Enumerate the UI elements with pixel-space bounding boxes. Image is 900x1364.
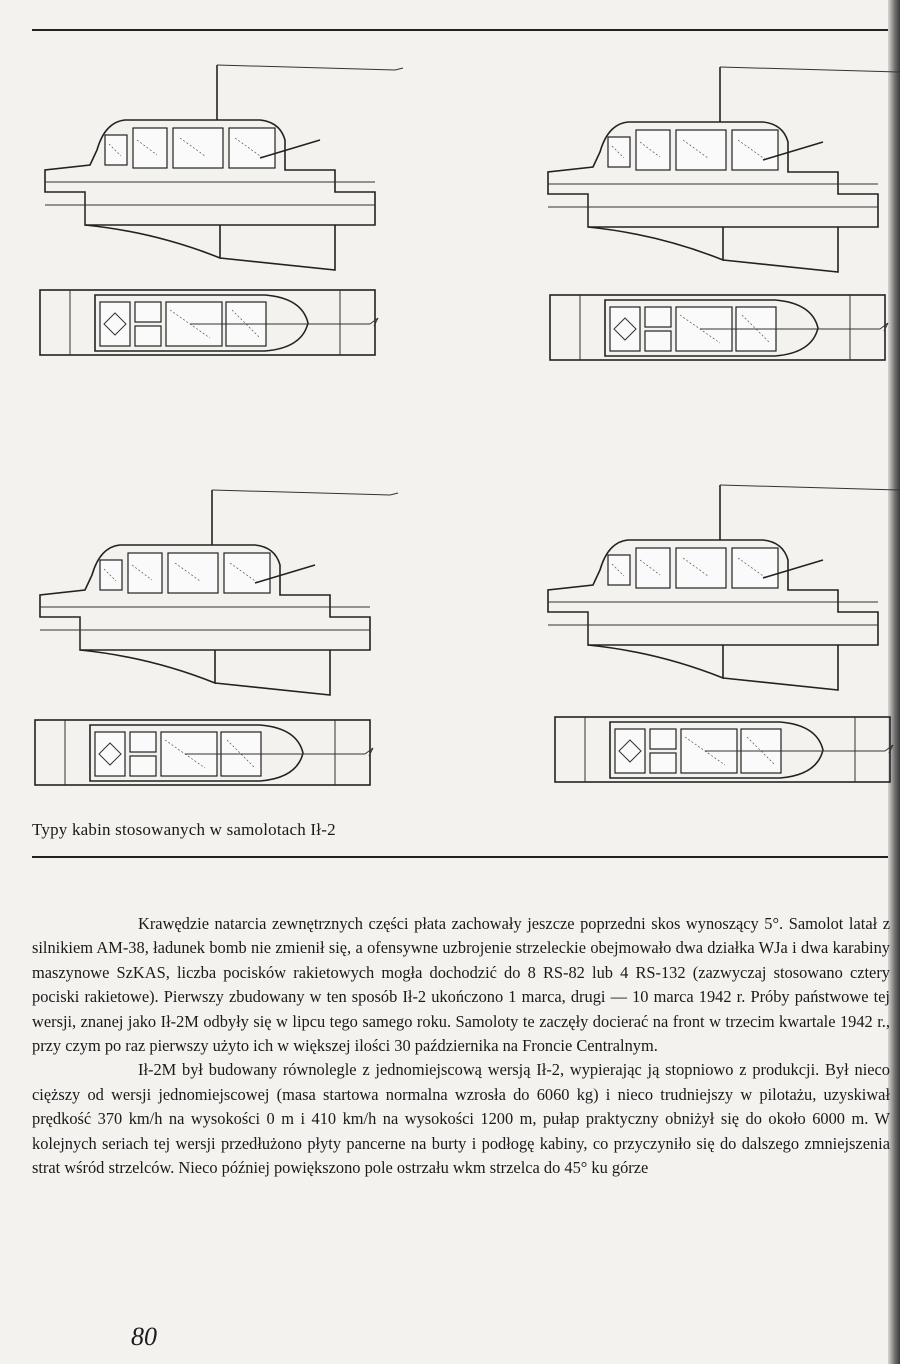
cabin-type-1-side [45, 65, 403, 270]
paragraph: Krawędzie natarcia zewnętrznych części płata zachowały jeszcze poprzedni skos wynoszący 5°. Samolot latał z silnikiem AM-38, ładunek bomb nie zmienił się, a ofensywne uzbrojenie strzeleckie obejmowało dwa działka WJa i dwa karabiny maszynowe SzKAS, liczba pocisków rakietowych mogła dochodzić do 8 RS-82 lub 4 RS-132 (zazwyczaj stosowano cztery pociski rakietowe). Pierwszy zbudowany w ten sposób Ił-2 ukończono 1 marca, drugi — 10 marca 1942 r. Próby państwowe tej wersji, znanej jako Ił-2M odbyły się w lipcu tego samego roku. Samoloty te zaczęły docierać na front w trzecim kwartale 1942 r., przy czym po raz pierwszy użyto ich w większej ilości 30 października na Froncie Centralnym. [32, 914, 890, 1056]
cabin-type-2-side [548, 67, 900, 272]
cabin-type-2-top [550, 295, 888, 360]
bottom-rule [32, 856, 888, 858]
cabin-type-1-top [40, 290, 378, 355]
figure-caption: Typy kabin stosowanych w samolotach Ił-2 [32, 820, 336, 839]
paragraph: Ił-2M był budowany równolegle z jednomiejscową wersją Ił-2, wypierając ją stopniowo z produkcji. Był nieco cięższy od wersji jednomiejscowej (masa startowa normalna wzrosła do 6060 kg) i nieco trudniejszy w pilotażu, uzyskiwał prędkość 370 km/h na wysokości 0 m i 410 km/h na wysokości 1200 m, pułap praktyczny obniżył się do około 6000 m. W kolejnych seriach tej wersji przedłużono płyty pancerne na burty i podłogę kabiny, co przyczyniło się do dalszego zmniejszenia strat wśród strzelców. Nieco później powiększono pole ostrzału wkm strzelca do 45° ku górze [32, 1060, 890, 1178]
cabin-type-3-side [40, 490, 398, 695]
cabin-type-4-top [555, 717, 893, 782]
cabin-type-3-top [35, 720, 373, 785]
top-rule [32, 29, 888, 31]
cabin-type-4-side [548, 485, 900, 690]
body-text [32, 912, 890, 1180]
cabin-figure [0, 40, 900, 820]
page-number: 80 [131, 1322, 157, 1351]
